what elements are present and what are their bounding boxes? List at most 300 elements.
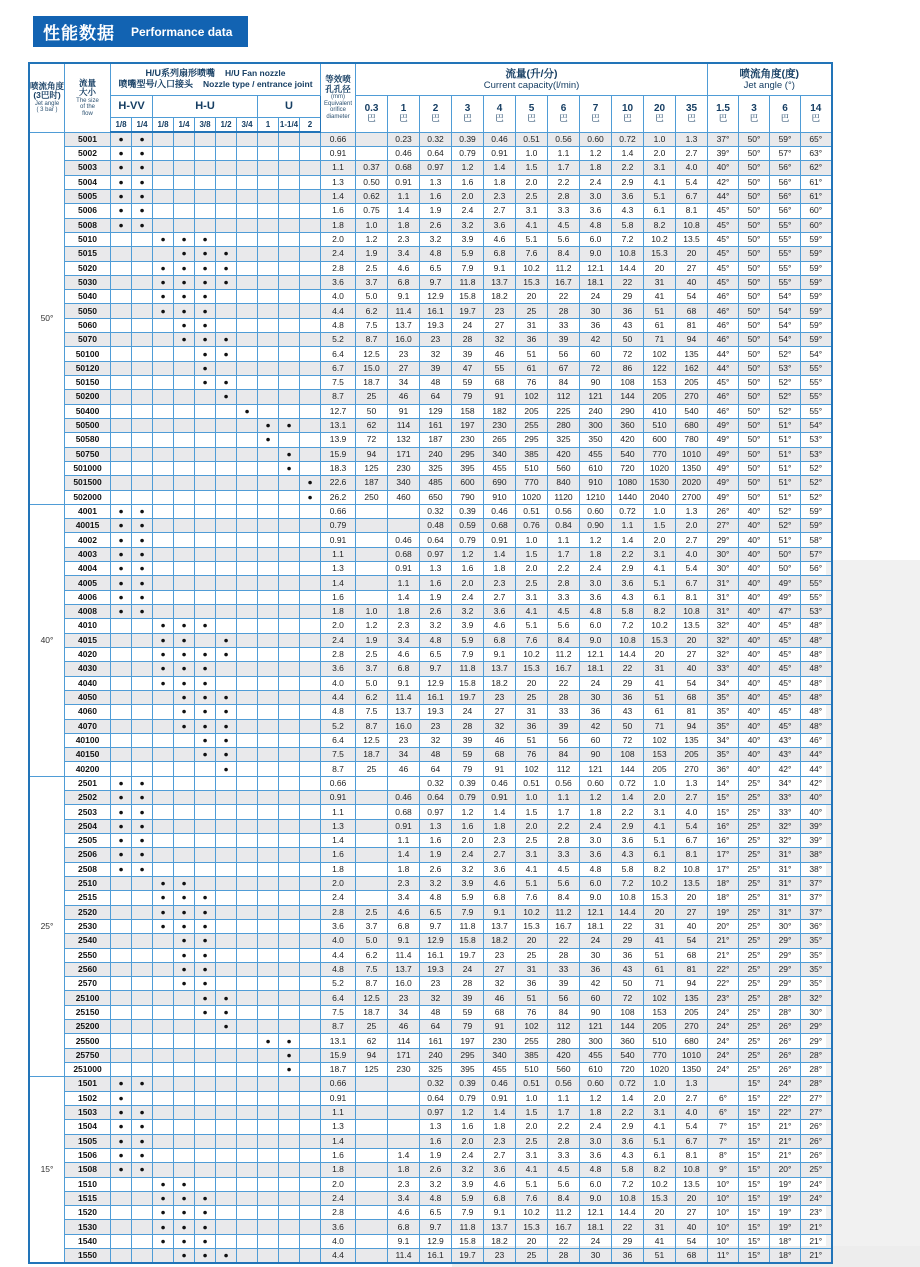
table-row <box>29 275 832 289</box>
jet-angle-value: 31° <box>770 862 801 876</box>
dot-cell-empty <box>153 476 174 490</box>
dot-cell-empty <box>132 962 153 976</box>
flow-value: 13.7 <box>484 1220 516 1234</box>
jet-angle-value: 35° <box>801 948 832 962</box>
size-dot-icon: ● <box>111 1120 132 1134</box>
size-dot-icon: ● <box>216 690 237 704</box>
flow-value: 9.7 <box>420 1220 452 1234</box>
flow-value: 3.7 <box>356 919 388 933</box>
dot-cell-empty <box>153 834 174 848</box>
flow-value: 18.2 <box>484 676 516 690</box>
dot-cell-empty <box>300 791 321 805</box>
dot-cell-empty <box>300 1163 321 1177</box>
dot-cell-empty <box>237 1234 258 1248</box>
jet-angle-value: 45° <box>708 218 739 232</box>
flow-value: 6.8 <box>388 275 420 289</box>
jet-angle-value: 50° <box>739 490 770 504</box>
jet-angle-value: 40° <box>739 605 770 619</box>
jet-angle-value: 37° <box>708 132 739 147</box>
orifice-diameter-value: 0.91 <box>321 791 356 805</box>
flow-value: 36 <box>580 318 612 332</box>
flow-value: 2.8 <box>548 1134 580 1148</box>
size-dot-icon: ● <box>132 791 153 805</box>
jet-angle-value: 29° <box>770 977 801 991</box>
dot-cell-empty <box>153 605 174 619</box>
flow-value: 13.5 <box>676 876 708 890</box>
dot-cell-empty <box>237 390 258 404</box>
size-dot-icon: ● <box>216 991 237 1005</box>
dot-cell-empty <box>279 1234 300 1248</box>
jet-angle-value: 59° <box>801 318 832 332</box>
dot-cell-empty <box>279 1177 300 1191</box>
dot-cell-empty <box>300 347 321 361</box>
flow-value: 20 <box>676 247 708 261</box>
model-number: 2501 <box>65 776 111 790</box>
flow-value: 540 <box>612 447 644 461</box>
flow-value <box>388 1091 420 1105</box>
dot-cell-empty <box>237 490 258 504</box>
flow-value: 19.3 <box>420 705 452 719</box>
dot-cell-empty <box>237 461 258 475</box>
flow-value: 1.0 <box>516 533 548 547</box>
dot-cell-empty <box>174 533 195 547</box>
dot-cell-empty <box>258 1234 279 1248</box>
flow-value: 3.4 <box>388 1191 420 1205</box>
dot-cell-empty <box>153 791 174 805</box>
table-row <box>29 318 832 332</box>
flow-value: 25 <box>356 1020 388 1034</box>
dot-cell-empty <box>300 218 321 232</box>
dot-cell-empty <box>237 805 258 819</box>
flow-value <box>356 891 388 905</box>
dot-cell-empty <box>174 791 195 805</box>
dot-cell-empty <box>174 218 195 232</box>
size-dot-icon: ● <box>153 676 174 690</box>
jet-angle-value: 15° <box>708 791 739 805</box>
size-dot-icon: ● <box>132 776 153 790</box>
flow-value: 60 <box>580 733 612 747</box>
flow-value: 29 <box>612 290 644 304</box>
flow-value: 0.97 <box>420 547 452 561</box>
dot-cell-empty <box>216 547 237 561</box>
dot-cell-empty <box>237 605 258 619</box>
flow-value: 29 <box>612 1234 644 1248</box>
dot-cell-empty <box>279 175 300 189</box>
flow-value: 7.6 <box>516 891 548 905</box>
dot-cell-empty <box>195 834 216 848</box>
flow-value: 12.5 <box>356 733 388 747</box>
dot-cell-empty <box>300 1206 321 1220</box>
flow-value: 770 <box>644 447 676 461</box>
group-angle-label: 25° <box>29 776 65 1077</box>
dot-cell-empty <box>216 791 237 805</box>
flow-value <box>356 876 388 890</box>
jet-angle-value: 55° <box>770 275 801 289</box>
jet-angle-value: 25° <box>739 791 770 805</box>
flow-value: 510 <box>644 1034 676 1048</box>
size-dot-icon: ● <box>132 819 153 833</box>
dot-cell-empty <box>216 1206 237 1220</box>
flow-value: 325 <box>548 433 580 447</box>
dot-cell-empty <box>132 1020 153 1034</box>
jet-angle-value: 25° <box>739 1005 770 1019</box>
flow-value: 2.6 <box>420 605 452 619</box>
jet-angle-value: 32° <box>801 991 832 1005</box>
jet-angle-value: 40° <box>739 719 770 733</box>
dot-cell-empty <box>237 819 258 833</box>
dot-cell-empty <box>132 991 153 1005</box>
flow-value: 3.2 <box>452 218 484 232</box>
dot-cell-empty <box>237 261 258 275</box>
flow-value: 4.0 <box>676 805 708 819</box>
dot-cell-empty <box>132 905 153 919</box>
flow-value: 2.0 <box>452 834 484 848</box>
dot-cell-empty <box>279 562 300 576</box>
dot-cell-empty <box>237 1249 258 1264</box>
size-dot-icon: ● <box>195 719 216 733</box>
dot-cell-empty <box>174 390 195 404</box>
dot-cell-empty <box>258 633 279 647</box>
dot-cell-empty <box>153 748 174 762</box>
size-dot-icon: ● <box>153 619 174 633</box>
dot-cell-empty <box>132 461 153 475</box>
dot-cell-empty <box>174 504 195 518</box>
dot-cell-empty <box>132 390 153 404</box>
flow-value: 50 <box>612 719 644 733</box>
dot-cell-empty <box>279 719 300 733</box>
flow-value: 33 <box>548 962 580 976</box>
flow-value: 270 <box>676 390 708 404</box>
dot-cell-empty <box>132 1063 153 1077</box>
dot-cell-empty <box>258 719 279 733</box>
flow-value: 420 <box>548 447 580 461</box>
family-hvv: H-VV <box>111 95 153 117</box>
dot-cell-empty <box>132 1234 153 1248</box>
dot-cell-empty <box>153 776 174 790</box>
flow-value: 36 <box>516 719 548 733</box>
dot-cell-empty <box>279 977 300 991</box>
jet-angle-value: 24° <box>770 1077 801 1091</box>
jet-angle-value: 25° <box>739 962 770 976</box>
model-number: 1530 <box>65 1220 111 1234</box>
jet-angle-value: 40° <box>739 748 770 762</box>
flow-value: 230 <box>484 1034 516 1048</box>
flow-value <box>356 819 388 833</box>
jet-angle-value: 15° <box>708 805 739 819</box>
dot-cell-empty <box>258 962 279 976</box>
dot-cell-empty <box>237 361 258 375</box>
dot-cell-empty <box>195 218 216 232</box>
dot-cell-empty <box>300 418 321 432</box>
flow-value: 6.7 <box>676 576 708 590</box>
flow-value: 1.0 <box>644 504 676 518</box>
dot-cell-empty <box>111 404 132 418</box>
flow-value: 27 <box>676 1206 708 1220</box>
orifice-diameter-value: 2.4 <box>321 247 356 261</box>
flow-value: 27 <box>676 647 708 661</box>
flow-value: 36 <box>612 304 644 318</box>
size-dot-icon: ● <box>111 562 132 576</box>
jet-angle-value: 50° <box>739 204 770 218</box>
flow-value: 20 <box>516 1234 548 1248</box>
flow-value: 2.5 <box>516 834 548 848</box>
dot-cell-empty <box>258 948 279 962</box>
dot-cell-empty <box>216 304 237 318</box>
dot-cell-empty <box>300 891 321 905</box>
jet-angle-value: 61° <box>801 175 832 189</box>
orifice-diameter-value: 1.8 <box>321 605 356 619</box>
orifice-diameter-value: 0.91 <box>321 1091 356 1105</box>
jet-angle-value: 35° <box>801 977 832 991</box>
dot-cell-empty <box>258 733 279 747</box>
flow-value: 144 <box>612 390 644 404</box>
flow-value: 1.9 <box>420 590 452 604</box>
dot-cell-empty <box>300 619 321 633</box>
flow-value: 2.7 <box>484 848 516 862</box>
flow-value: 1.2 <box>580 533 612 547</box>
flow-value: 610 <box>580 1063 612 1077</box>
dot-cell-empty <box>279 948 300 962</box>
flow-value: 187 <box>356 476 388 490</box>
orifice-diameter-value: 2.8 <box>321 905 356 919</box>
flow-value: 9.7 <box>420 275 452 289</box>
flow-value: 91 <box>388 404 420 418</box>
flow-value: 94 <box>676 719 708 733</box>
jet-angle-value: 26° <box>770 1063 801 1077</box>
flow-value: 1.1 <box>548 791 580 805</box>
flow-value: 153 <box>644 748 676 762</box>
dot-cell-empty <box>174 189 195 203</box>
dot-cell-empty <box>216 132 237 147</box>
flow-value: 5.9 <box>452 247 484 261</box>
jet-angle-value: 37° <box>801 876 832 890</box>
size-dot-icon: ● <box>195 1206 216 1220</box>
dot-cell-empty <box>111 1249 132 1264</box>
flow-value: 4.0 <box>676 1105 708 1119</box>
flow-value: 0.32 <box>420 504 452 518</box>
flow-value: 36 <box>612 948 644 962</box>
dot-cell-empty <box>153 161 174 175</box>
flow-value: 2.9 <box>612 1120 644 1134</box>
table-row <box>29 333 832 347</box>
flow-value: 13.7 <box>388 705 420 719</box>
flow-value: 1.2 <box>580 791 612 805</box>
dot-cell-empty <box>279 1120 300 1134</box>
dot-cell-empty <box>258 161 279 175</box>
flow-value: 90 <box>580 376 612 390</box>
jet-angle-value: 45° <box>708 232 739 246</box>
table-row <box>29 1163 832 1177</box>
dot-cell-empty <box>174 1120 195 1134</box>
size-dot-icon: ● <box>237 404 258 418</box>
dot-cell-empty <box>174 461 195 475</box>
size-dot-icon: ● <box>195 1191 216 1205</box>
dot-cell-empty <box>279 533 300 547</box>
jet-angle-value: 52° <box>770 390 801 404</box>
dot-cell-empty <box>279 647 300 661</box>
jet-angle-value: 6° <box>708 1105 739 1119</box>
flow-value: 34 <box>388 1005 420 1019</box>
dot-cell-empty <box>279 404 300 418</box>
flow-value: 108 <box>612 748 644 762</box>
flow-value: 61 <box>516 361 548 375</box>
flow-value: 1.5 <box>516 805 548 819</box>
flow-value: 3.6 <box>612 1134 644 1148</box>
flow-value: 20 <box>516 934 548 948</box>
flow-value: 1.8 <box>388 1163 420 1177</box>
dot-cell-empty <box>195 418 216 432</box>
jet-angle-value: 51° <box>770 461 801 475</box>
flow-value: 8.7 <box>356 719 388 733</box>
dot-cell-empty <box>174 819 195 833</box>
flow-value: 230 <box>484 418 516 432</box>
flow-value: 2.5 <box>516 1134 548 1148</box>
jet-angle-value: 24° <box>708 1063 739 1077</box>
dot-cell-empty <box>237 433 258 447</box>
dot-cell-empty <box>111 304 132 318</box>
flow-value: 4.6 <box>388 905 420 919</box>
flow-value: 0.79 <box>452 791 484 805</box>
flow-value: 0.56 <box>548 132 580 147</box>
size-dot-icon: ● <box>132 848 153 862</box>
flow-value: 205 <box>644 390 676 404</box>
flow-value <box>356 1077 388 1091</box>
model-number: 1540 <box>65 1234 111 1248</box>
flow-value: 2.0 <box>452 189 484 203</box>
size-dot-icon: ● <box>279 461 300 475</box>
flow-value: 8.4 <box>548 633 580 647</box>
flow-value: 102 <box>516 1020 548 1034</box>
orifice-diameter-value: 13.1 <box>321 418 356 432</box>
flow-value: 3.1 <box>516 848 548 862</box>
flow-value: 56 <box>548 991 580 1005</box>
dot-cell-empty <box>174 361 195 375</box>
flow-value: 4.8 <box>580 862 612 876</box>
flow-value: 68 <box>676 1249 708 1264</box>
flow-value: 5.6 <box>548 619 580 633</box>
orifice-diameter-value: 4.0 <box>321 676 356 690</box>
size-dot-icon: ● <box>174 705 195 719</box>
dot-cell-empty <box>258 218 279 232</box>
dot-cell-empty <box>195 633 216 647</box>
flow-value: 1350 <box>676 461 708 475</box>
jet-angle-value: 10° <box>708 1220 739 1234</box>
flow-value: 153 <box>644 376 676 390</box>
flow-value: 13.5 <box>676 1177 708 1191</box>
flow-value: 385 <box>516 447 548 461</box>
dot-cell-empty <box>174 748 195 762</box>
jet-angle-value: 48° <box>801 676 832 690</box>
flow-value: 455 <box>580 447 612 461</box>
jet-angle-value: 44° <box>708 361 739 375</box>
jet-angle-value: 37° <box>801 905 832 919</box>
flow-value: 34 <box>388 376 420 390</box>
jet-angle-value: 55° <box>770 232 801 246</box>
dot-cell-empty <box>279 132 300 147</box>
dot-cell-empty <box>300 934 321 948</box>
flow-value: 250 <box>356 490 388 504</box>
jet-angle-value: 25° <box>739 905 770 919</box>
orifice-diameter-value: 5.2 <box>321 977 356 991</box>
dot-cell-empty <box>153 690 174 704</box>
size-header: 1-1/4 <box>279 117 300 132</box>
flow-value: 840 <box>548 476 580 490</box>
flow-value: 102 <box>644 347 676 361</box>
flow-value: 50 <box>612 977 644 991</box>
flow-value: 81 <box>676 962 708 976</box>
orifice-diameter-value: 1.4 <box>321 189 356 203</box>
size-dot-icon: ● <box>111 819 132 833</box>
flow-value: 7.9 <box>452 1206 484 1220</box>
flow-value: 31 <box>644 275 676 289</box>
flow-value: 25 <box>356 762 388 776</box>
model-number: 50150 <box>65 376 111 390</box>
jet-angle-value: 40° <box>801 805 832 819</box>
jet-angle-value: 56° <box>770 175 801 189</box>
orifice-diameter-value: 0.79 <box>321 519 356 533</box>
table-row <box>29 361 832 375</box>
jet-angle-value: 8° <box>708 1148 739 1162</box>
dot-cell-empty <box>216 175 237 189</box>
jet-angle-value: 19° <box>708 905 739 919</box>
jet-angle-value: 50° <box>739 433 770 447</box>
header-row-2 <box>29 95 832 117</box>
table-row <box>29 433 832 447</box>
table-row <box>29 733 832 747</box>
orifice-diameter-value: 4.4 <box>321 304 356 318</box>
pressure-header: 3 巴 <box>452 95 484 132</box>
flow-value: 3.3 <box>548 848 580 862</box>
flow-value: 28 <box>452 719 484 733</box>
jet-angle-value: 46° <box>708 390 739 404</box>
model-number: 50750 <box>65 447 111 461</box>
flow-value: 2.9 <box>612 562 644 576</box>
flow-value: 4.8 <box>420 633 452 647</box>
flow-value: 230 <box>452 433 484 447</box>
flow-value: 51 <box>516 347 548 361</box>
jet-angle-value: 29° <box>770 948 801 962</box>
model-number: 2520 <box>65 905 111 919</box>
flow-value: 8.1 <box>676 1148 708 1162</box>
table-row <box>29 633 832 647</box>
size-dot-icon: ● <box>216 247 237 261</box>
flow-value: 0.91 <box>484 1091 516 1105</box>
jet-angle-value: 40° <box>739 519 770 533</box>
dot-cell-empty <box>174 447 195 461</box>
flow-value: 3.3 <box>548 590 580 604</box>
jet-angle-value: 55° <box>801 404 832 418</box>
size-dot-icon: ● <box>111 848 132 862</box>
size-dot-icon: ● <box>132 1120 153 1134</box>
dot-cell-empty <box>195 1063 216 1077</box>
flow-value: 41 <box>644 1234 676 1248</box>
jet-angle-value: 29° <box>801 1034 832 1048</box>
flow-value: 27 <box>676 905 708 919</box>
model-number: 1503 <box>65 1105 111 1119</box>
flow-value: 46 <box>388 1020 420 1034</box>
size-dot-icon: ● <box>174 1206 195 1220</box>
dot-cell-empty <box>258 934 279 948</box>
size-dot-icon: ● <box>258 433 279 447</box>
flow-value: 18.1 <box>580 662 612 676</box>
flow-value: 15.3 <box>644 247 676 261</box>
table-row <box>29 862 832 876</box>
flow-value: 31 <box>516 705 548 719</box>
orifice-diameter-value: 4.4 <box>321 1249 356 1264</box>
flow-value: 360 <box>612 418 644 432</box>
flow-value: 0.39 <box>452 132 484 147</box>
flow-value: 7.6 <box>516 633 548 647</box>
